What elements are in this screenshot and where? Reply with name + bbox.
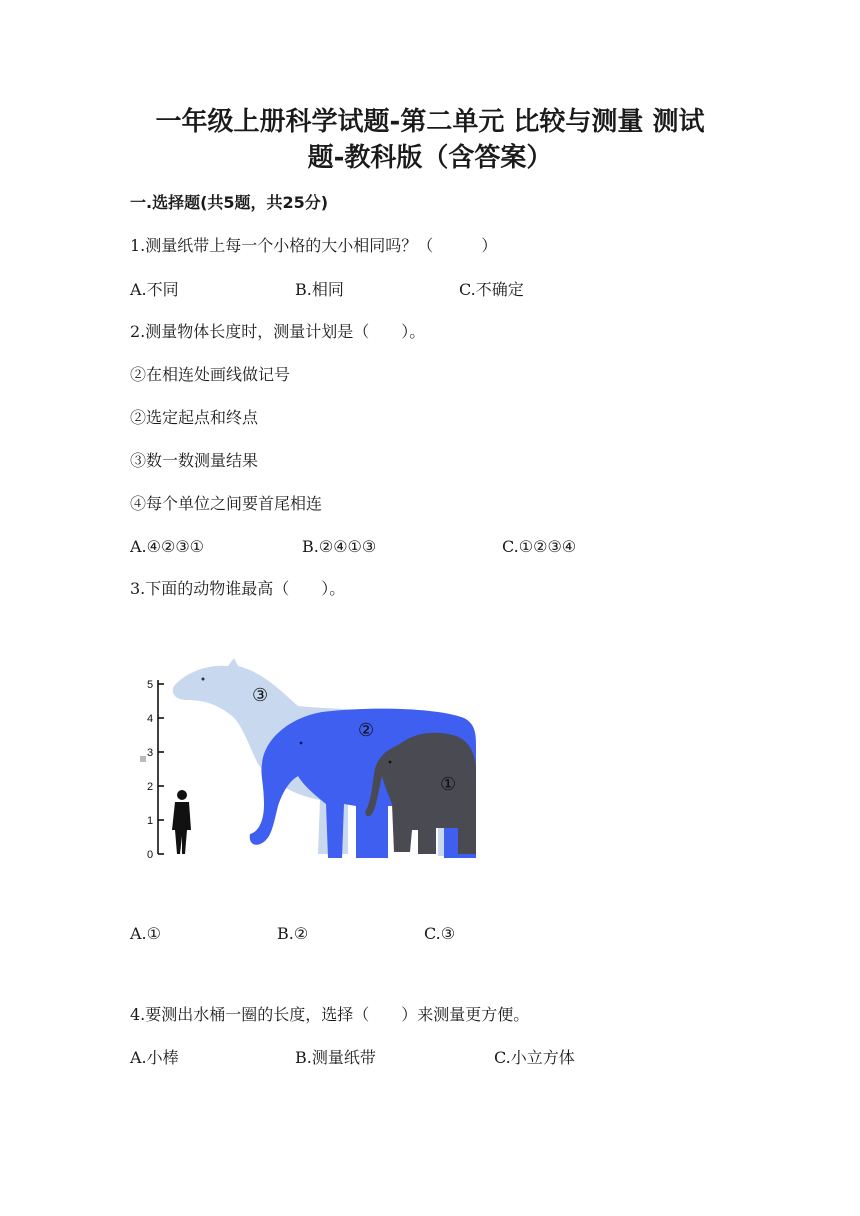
axis-marker bbox=[140, 756, 146, 762]
q1-option-b: B.相同 bbox=[295, 280, 344, 299]
q3-option-a: A.① bbox=[130, 924, 161, 943]
q3-option-c: C.③ bbox=[424, 924, 456, 943]
q2-step-item: ②选定起点和终点 bbox=[130, 408, 259, 427]
q2-step-item: ③数一数测量结果 bbox=[130, 451, 259, 470]
axis-tick-label: 0 bbox=[147, 849, 154, 861]
question-4-stem: 4.要测出水桶一圈的长度，选择（ ）来测量更方便。 bbox=[130, 1005, 530, 1024]
title-line-2: 题-教科版（含答案） bbox=[307, 143, 553, 173]
q4-option-c: C.小立方体 bbox=[494, 1048, 575, 1067]
height-axis bbox=[158, 680, 164, 854]
animal-2-label: ② bbox=[358, 720, 375, 741]
axis-tick-label: 2 bbox=[147, 781, 154, 793]
axis-tick-label: 5 bbox=[147, 679, 154, 691]
q2-option-b: B.②④①③ bbox=[302, 537, 377, 556]
animal-1-label: ① bbox=[440, 774, 457, 795]
animal-3-label: ③ bbox=[252, 685, 269, 706]
q2-step-item: ④每个单位之间要首尾相连 bbox=[130, 494, 323, 513]
q4-option-b: B.测量纸带 bbox=[295, 1048, 376, 1067]
axis-tick-label: 3 bbox=[147, 747, 154, 759]
title-line-1: 一年级上册科学试题-第二单元 比较与测量 测试 bbox=[155, 107, 705, 137]
axis-tick-label: 1 bbox=[147, 815, 154, 827]
question-3-stem: 3.下面的动物谁最高（ ）。 bbox=[130, 579, 346, 598]
question-2-stem: 2.测量物体长度时，测量计划是（ ）。 bbox=[130, 322, 426, 341]
human-silhouette bbox=[172, 790, 191, 854]
q2-step-item: ②在相连处画线做记号 bbox=[130, 365, 291, 384]
section-heading: 一.选择题(共5题，共25分) bbox=[130, 193, 329, 212]
q4-option-a: A.小棒 bbox=[130, 1048, 179, 1067]
q1-option-a: A.不同 bbox=[130, 280, 179, 299]
q3-option-b: B.② bbox=[277, 924, 309, 943]
question-1-stem: 1.测量纸带上每一个小格的大小相同吗？（ ） bbox=[130, 236, 498, 255]
axis-tick-label: 4 bbox=[147, 713, 154, 725]
q1-option-c: C.不确定 bbox=[459, 280, 524, 299]
animals-height-figure bbox=[138, 654, 476, 864]
q2-option-a: A.④②③① bbox=[130, 537, 205, 556]
page-title bbox=[100, 104, 760, 176]
q2-option-c: C.①②③④ bbox=[502, 537, 577, 556]
